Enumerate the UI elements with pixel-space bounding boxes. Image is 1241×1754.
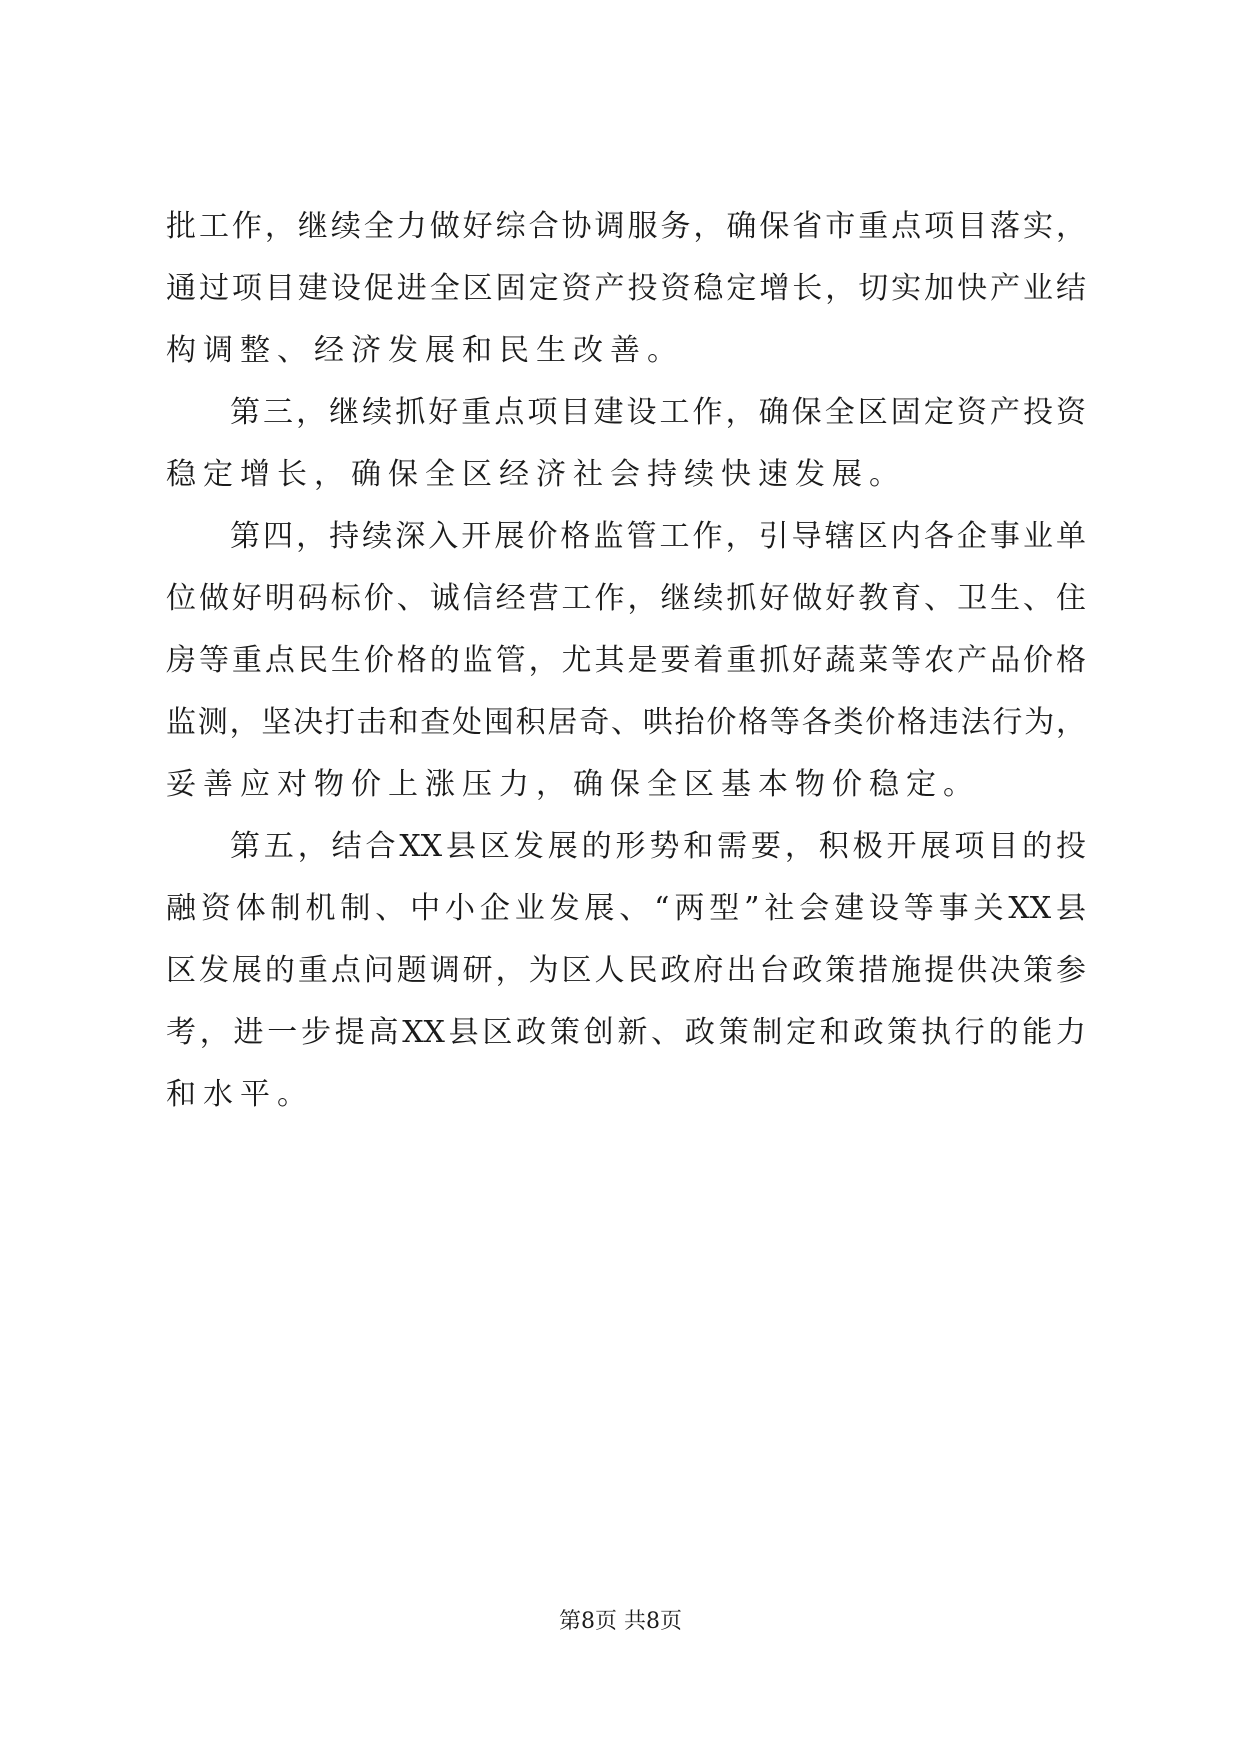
paragraph-line: 构调整、经济发展和民生改善。 bbox=[166, 333, 684, 368]
paragraph-line: 位做好明码标价、诚信经营工作，继续抓好做好教育、卫生、住 bbox=[166, 581, 1086, 616]
paragraph-line: 区发展的重点问题调研，为区人民政府出台政策措施提供决策参 bbox=[166, 953, 1086, 988]
paragraph-line: 第四，持续深入开展价格监管工作，引导辖区内各企事业单 bbox=[230, 519, 1086, 554]
page-number-footer: 第8页 共8页 bbox=[559, 1609, 682, 1634]
paragraph-line: 融资体制机制、中小企业发展、“两型”社会建设等事关XX县 bbox=[166, 891, 1086, 926]
paragraph-line: 通过项目建设促进全区固定资产投资稳定增长，切实加快产业结 bbox=[166, 271, 1086, 306]
document-body bbox=[166, 196, 1086, 1126]
paragraph-line: 考，进一步提高XX县区政策创新、政策制定和政策执行的能力 bbox=[166, 1015, 1086, 1050]
paragraph-line: 房等重点民生价格的监管，尤其是要着重抓好蔬菜等农产品价格 bbox=[166, 643, 1086, 678]
paragraph-line: 稳定增长，确保全区经济社会持续快速发展。 bbox=[166, 457, 906, 492]
paragraph-line: 批工作，继续全力做好综合协调服务，确保省市重点项目落实， bbox=[166, 209, 1086, 244]
paragraph-line: 监测，坚决打击和查处囤积居奇、哄抬价格等各类价格违法行为， bbox=[166, 705, 1086, 740]
paragraph-line: 第五，结合XX县区发展的形势和需要，积极开展项目的投 bbox=[230, 829, 1086, 864]
paragraph-line: 第三，继续抓好重点项目建设工作，确保全区固定资产投资 bbox=[230, 395, 1086, 430]
paragraph-line: 和水平。 bbox=[166, 1077, 314, 1112]
paragraph-line: 妥善应对物价上涨压力，确保全区基本物价稳定。 bbox=[166, 767, 980, 802]
